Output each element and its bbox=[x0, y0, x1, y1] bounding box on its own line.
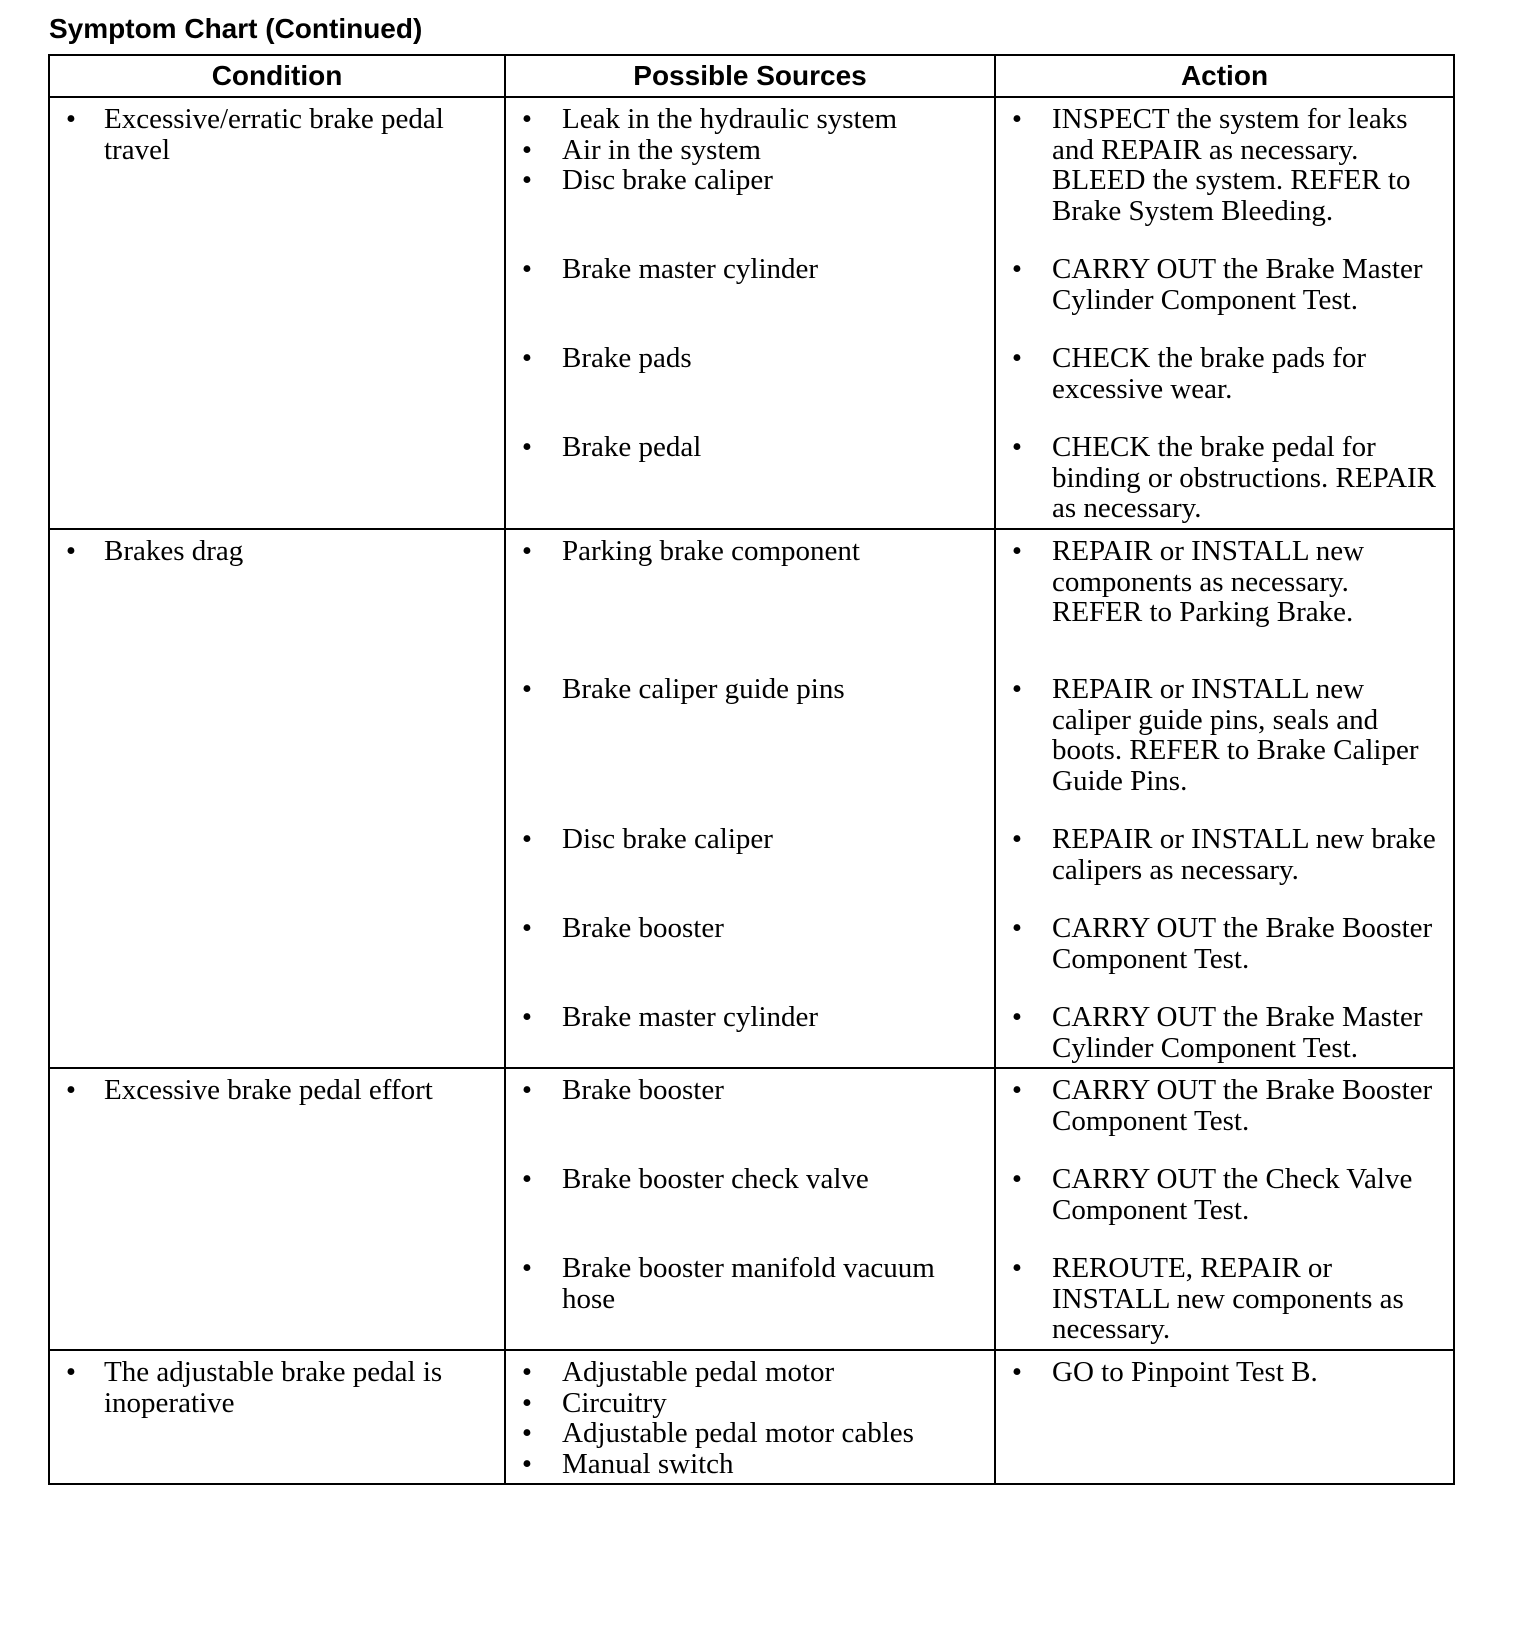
bullet-icon: • bbox=[521, 1356, 533, 1388]
bullet-icon: • bbox=[521, 1252, 533, 1284]
source-item-text: Adjustable pedal motor bbox=[562, 1356, 835, 1388]
column-header-possible-sources: Possible Sources bbox=[505, 55, 995, 97]
action-cell bbox=[995, 1068, 1454, 1350]
bullet-icon: • bbox=[1011, 535, 1023, 567]
source-group bbox=[506, 824, 994, 885]
action-item-text: INSPECT the system for leaks and REPAIR as necessary. BLEED the system. REFER to Brake System Bleeding. bbox=[1052, 103, 1411, 227]
source-item-text: Air in the system bbox=[562, 133, 761, 166]
action-group bbox=[996, 1075, 1453, 1136]
bullet-icon: • bbox=[1011, 823, 1023, 855]
source-item-text: Brake master cylinder bbox=[562, 253, 819, 285]
action-item bbox=[996, 343, 1453, 404]
condition-item-text: The adjustable brake pedal is inoperative bbox=[104, 1356, 443, 1419]
condition-item-text: Excessive brake pedal effort bbox=[104, 1074, 433, 1106]
source-item bbox=[506, 165, 994, 196]
action-item-text: CARRY OUT the Check Valve Component Test. bbox=[1052, 1163, 1413, 1226]
column-header-condition: Condition bbox=[49, 55, 505, 97]
table-header-row bbox=[49, 55, 1454, 97]
action-item-text: REPAIR or INSTALL new caliper guide pins, seals and boots. REFER to Brake Caliper Guide Pins. bbox=[1052, 673, 1419, 797]
bullet-icon: • bbox=[521, 164, 533, 196]
bullet-icon: • bbox=[521, 912, 533, 944]
bullet-icon: • bbox=[1011, 103, 1023, 135]
action-group bbox=[996, 913, 1453, 974]
action-group bbox=[996, 1357, 1453, 1479]
action-group bbox=[996, 254, 1453, 315]
source-group bbox=[506, 674, 994, 796]
action-group bbox=[996, 343, 1453, 404]
source-item bbox=[506, 104, 994, 135]
table-row bbox=[49, 1350, 1454, 1484]
action-group bbox=[996, 1164, 1453, 1225]
source-item-text: Brake booster check valve bbox=[562, 1163, 869, 1195]
condition-cell bbox=[49, 97, 505, 529]
bullet-icon: • bbox=[521, 133, 533, 166]
action-item bbox=[996, 1357, 1453, 1388]
source-item bbox=[506, 1449, 994, 1480]
bullet-icon: • bbox=[521, 342, 533, 374]
bullet-icon: • bbox=[521, 535, 533, 567]
condition-cell bbox=[49, 1068, 505, 1350]
source-item bbox=[506, 1357, 994, 1388]
possible-sources-cell bbox=[505, 1068, 995, 1350]
action-item-text: CARRY OUT the Brake Booster Component Test. bbox=[1052, 912, 1433, 975]
source-item-text: Parking brake component bbox=[562, 535, 860, 567]
source-group bbox=[506, 343, 994, 404]
bullet-icon: • bbox=[521, 1447, 533, 1480]
source-group bbox=[506, 1075, 994, 1136]
action-group bbox=[996, 536, 1453, 628]
action-group bbox=[996, 432, 1453, 524]
condition-cell bbox=[49, 1350, 505, 1484]
action-item-text: REPAIR or INSTALL new brake calipers as necessary. bbox=[1052, 823, 1436, 886]
table-row bbox=[49, 1068, 1454, 1350]
source-item bbox=[506, 1388, 994, 1419]
source-group bbox=[506, 536, 994, 628]
bullet-icon: • bbox=[65, 535, 77, 567]
page-title: Symptom Chart (Continued) bbox=[49, 13, 423, 44]
action-item bbox=[996, 536, 1453, 628]
bullet-icon: • bbox=[521, 823, 533, 855]
source-item-text: Brake pads bbox=[562, 342, 692, 374]
bullet-icon: • bbox=[521, 431, 533, 463]
source-item-text: Adjustable pedal motor cables bbox=[562, 1417, 914, 1449]
bullet-icon: • bbox=[1011, 1074, 1023, 1106]
source-item bbox=[506, 135, 994, 166]
condition-item-text: Brakes drag bbox=[104, 535, 244, 567]
action-item bbox=[996, 1164, 1453, 1225]
condition-item-text: Excessive/erratic brake pedal travel bbox=[104, 103, 444, 166]
action-item-text: CARRY OUT the Brake Booster Component Test. bbox=[1052, 1074, 1433, 1137]
bullet-icon: • bbox=[65, 103, 77, 135]
action-group bbox=[996, 104, 1453, 226]
source-item bbox=[506, 674, 994, 705]
action-item-text: GO to Pinpoint Test B. bbox=[1052, 1356, 1318, 1388]
source-group bbox=[506, 432, 994, 524]
source-group bbox=[506, 913, 994, 974]
action-group bbox=[996, 1002, 1453, 1063]
source-group bbox=[506, 254, 994, 315]
action-group bbox=[996, 1253, 1453, 1345]
source-item bbox=[506, 1253, 994, 1314]
bullet-icon: • bbox=[1011, 1001, 1023, 1033]
source-group bbox=[506, 104, 994, 226]
source-item-text: Brake booster bbox=[562, 912, 724, 944]
bullet-icon: • bbox=[65, 1074, 77, 1106]
action-item bbox=[996, 432, 1453, 524]
action-item bbox=[996, 1253, 1453, 1345]
source-item-text: Circuitry bbox=[562, 1386, 667, 1419]
source-item-text: Brake booster manifold vacuum hose bbox=[562, 1252, 935, 1315]
action-item bbox=[996, 674, 1453, 796]
action-item-text: REROUTE, REPAIR or INSTALL new components as necessary. bbox=[1052, 1252, 1404, 1345]
bullet-icon: • bbox=[1011, 1252, 1023, 1284]
bullet-icon: • bbox=[1011, 673, 1023, 705]
source-item-text: Disc brake caliper bbox=[562, 164, 773, 196]
bullet-icon: • bbox=[1011, 253, 1023, 285]
action-group bbox=[996, 824, 1453, 885]
bullet-icon: • bbox=[1011, 342, 1023, 374]
source-item bbox=[506, 536, 994, 567]
condition-cell bbox=[49, 529, 505, 1068]
source-item bbox=[506, 343, 994, 374]
bullet-icon: • bbox=[521, 1417, 533, 1449]
action-item-text: CHECK the brake pedal for binding or obstructions. REPAIR as necessary. bbox=[1052, 431, 1437, 524]
source-item-text: Disc brake caliper bbox=[562, 823, 773, 855]
source-item bbox=[506, 254, 994, 285]
source-item bbox=[506, 913, 994, 944]
source-group bbox=[506, 1164, 994, 1225]
symptom-chart-table bbox=[48, 54, 1455, 1485]
possible-sources-cell bbox=[505, 529, 995, 1068]
bullet-icon: • bbox=[1011, 431, 1023, 463]
action-cell bbox=[995, 529, 1454, 1068]
action-group bbox=[996, 674, 1453, 796]
source-item-text: Brake master cylinder bbox=[562, 1001, 819, 1033]
condition-item bbox=[50, 1075, 504, 1106]
bullet-icon: • bbox=[521, 673, 533, 705]
condition-item bbox=[50, 104, 504, 165]
action-item-text: CARRY OUT the Brake Master Cylinder Component Test. bbox=[1052, 253, 1423, 316]
possible-sources-cell bbox=[505, 97, 995, 529]
action-cell bbox=[995, 97, 1454, 529]
action-item-text: REPAIR or INSTALL new components as necessary. REFER to Parking Brake. bbox=[1052, 535, 1365, 628]
source-item-text: Manual switch bbox=[562, 1447, 734, 1480]
bullet-icon: • bbox=[1011, 1356, 1023, 1388]
action-item bbox=[996, 913, 1453, 974]
bullet-icon: • bbox=[521, 253, 533, 285]
source-item bbox=[506, 1164, 994, 1195]
bullet-icon: • bbox=[521, 103, 533, 135]
source-group bbox=[506, 1253, 994, 1345]
possible-sources-cell bbox=[505, 1350, 995, 1484]
bullet-icon: • bbox=[521, 1163, 533, 1195]
source-item bbox=[506, 432, 994, 463]
table-body bbox=[49, 97, 1454, 1484]
bullet-icon: • bbox=[1011, 1163, 1023, 1195]
bullet-icon: • bbox=[521, 1001, 533, 1033]
table-row bbox=[49, 97, 1454, 529]
action-item bbox=[996, 824, 1453, 885]
source-item-text: Leak in the hydraulic system bbox=[562, 103, 898, 135]
source-item-text: Brake caliper guide pins bbox=[562, 673, 845, 705]
condition-item bbox=[50, 536, 504, 567]
source-item bbox=[506, 1418, 994, 1449]
action-item bbox=[996, 254, 1453, 315]
action-item bbox=[996, 104, 1453, 226]
table-row bbox=[49, 529, 1454, 1068]
source-item-text: Brake pedal bbox=[562, 431, 702, 463]
source-group bbox=[506, 1002, 994, 1063]
condition-item bbox=[50, 1357, 504, 1418]
action-cell bbox=[995, 1350, 1454, 1484]
bullet-icon: • bbox=[521, 1074, 533, 1106]
column-header-action: Action bbox=[995, 55, 1454, 97]
source-item bbox=[506, 1002, 994, 1033]
bullet-icon: • bbox=[65, 1356, 77, 1388]
bullet-icon: • bbox=[1011, 912, 1023, 944]
action-item-text: CARRY OUT the Brake Master Cylinder Component Test. bbox=[1052, 1001, 1423, 1064]
source-item bbox=[506, 1075, 994, 1106]
source-item bbox=[506, 824, 994, 855]
source-group bbox=[506, 1357, 994, 1479]
bullet-icon: • bbox=[521, 1386, 533, 1419]
source-item-text: Brake booster bbox=[562, 1074, 724, 1106]
action-item-text: CHECK the brake pads for excessive wear. bbox=[1052, 342, 1367, 405]
action-item bbox=[996, 1002, 1453, 1063]
action-item bbox=[996, 1075, 1453, 1136]
